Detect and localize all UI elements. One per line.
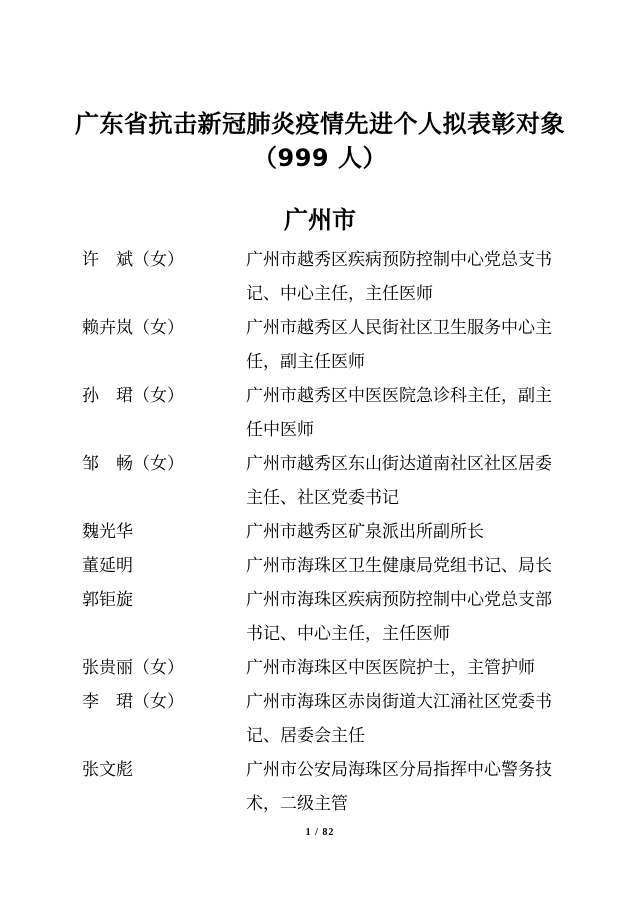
honoree-position: 广州市越秀区中医医院急诊科主任，副主任中医师 [246, 386, 552, 440]
list-item [82, 583, 582, 651]
honoree-name: 董延明 [82, 556, 133, 576]
honoree-position: 广州市海珠区赤岗街道大江涌社区党委书记、居委会主任 [246, 692, 552, 746]
honoree-name: 魏光华 [82, 522, 133, 542]
list-item [82, 311, 582, 379]
honoree-position: 广州市越秀区人民街社区卫生服务中心主任，副主任医师 [246, 318, 552, 372]
honoree-position: 广州市越秀区矿泉派出所副所长 [246, 522, 484, 542]
honoree-name: 许 斌（女） [82, 250, 184, 270]
honoree-position: 广州市越秀区疾病预防控制中心党总支书记、中心主任，主任医师 [246, 250, 552, 304]
document-title-count: （999 人） [253, 144, 387, 172]
document-title: 广东省抗击新冠肺炎疫情先进个人拟表彰对象 [75, 110, 565, 138]
honoree-position: 广州市海珠区卫生健康局党组书记、局长 [246, 556, 552, 576]
honoree-name: 张文彪 [82, 760, 133, 780]
honoree-name: 邹 畅（女） [82, 454, 184, 474]
list-item [82, 515, 582, 549]
honoree-list [82, 243, 582, 821]
honoree-position: 广州市越秀区东山街达道南社区社区居委主任、社区党委书记 [246, 454, 552, 508]
honoree-name: 赖卉岚（女） [82, 318, 184, 338]
list-item [82, 379, 582, 447]
honoree-name: 李 珺（女） [82, 692, 184, 712]
list-item [82, 753, 582, 821]
honoree-position: 广州市海珠区疾病预防控制中心党总支部书记、中心主任，主任医师 [246, 590, 552, 644]
honoree-name: 孙 珺（女） [82, 386, 184, 406]
honoree-name: 张贵丽（女） [82, 658, 184, 678]
honoree-position: 广州市海珠区中医医院护士，主管护师 [246, 658, 535, 678]
list-item [82, 549, 582, 583]
list-item [82, 447, 582, 515]
list-item [82, 243, 582, 311]
list-item [82, 685, 582, 753]
list-item [82, 651, 582, 685]
honoree-position: 广州市公安局海珠区分局指挥中心警务技术，二级主管 [246, 760, 552, 814]
honoree-name: 郭钜旋 [82, 590, 133, 610]
section-title: 广州市 [284, 206, 356, 234]
page-number: 1 / 82 [305, 827, 335, 838]
